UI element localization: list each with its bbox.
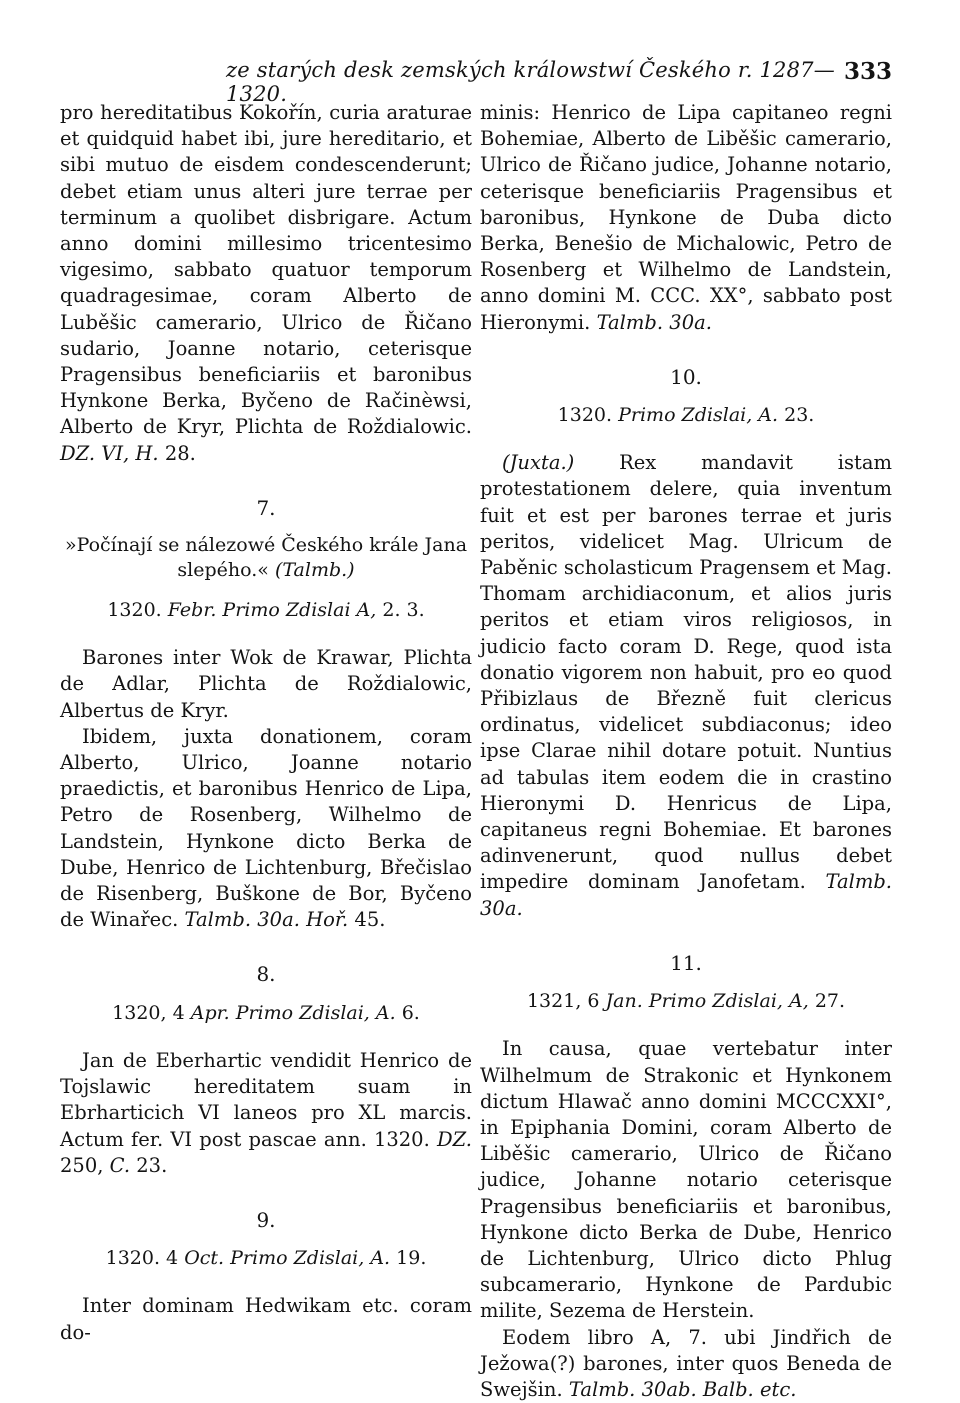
source-reference: DZ. VI, H. bbox=[60, 441, 159, 465]
entry-7-date: 1320. Febr. Primo Zdislai A, 2. 3. bbox=[107, 599, 425, 622]
entry-number-11: 11. bbox=[670, 950, 702, 975]
entry-11-paragraph-1: In causa, quae vertebatur inter Wilhelmum de Strakonic et Hynkonem dictum Hlawač anno domini MCCCXXI°, in Epiphania Domini, coram Alberto de Liběšic camerario, Ulrico de Řičano judice, Johanne notario ceterisque Pragensibus beneficiariis et baronibus, Hynkone dicto Berka de Dube, Henrico de Lichtenburg, Ulrico dicto Phlug subcamerario, Hynkone de Pardubic milite, Sezema de Herstein. bbox=[480, 1037, 892, 1323]
entry-7-paragraph-2: Ibidem, juxta donationem, coram Alberto, Ulrico, Joanne notario praedictis, et baronibus Henrico de Lipa, Petro de Rosenberg, Wilhelmo de Landstein, Hynkone dicto Berka de Dube, Henrico de Lichtenburg, Břečislao de Risenberg, Buškone de Bor, Byčeno de Winařec. Talmb. 30a. Hoř. 45. bbox=[60, 724, 472, 932]
page-number: 333 bbox=[843, 58, 892, 85]
entry-11-date: 1321, 6 Jan. Primo Zdislai, A, 27. bbox=[526, 990, 846, 1013]
entry-9-continuation: minis: Henrico de Lipa capitaneo regni Bohemiae, Alberto de Liběšic camerario, Ulrico de Řičano judice, Johanne notario, ceterisque beneficiariis Pragensibus et baronibus, Hynkone de Duba dicto Berka, Benešio de Michalowic, Petro de Rosenberg et Wilhelmo de Landstein, anno domini M. CCC. XX°, sabbato post Hieronymi. Talmb. 30a. bbox=[480, 101, 892, 334]
entry-10-paragraph: (Juxta.) Rex mandavit istam protestationem delere, quia inventum fuit et est per barones terrae et juris peritos, videlicet Mag. Ulricum de Paběnic scholasticum Pragensem et Mag. Thomam archidiaconum, et alios juris peritos et etiam viros religiosos, in judicio facto coram D. Rege, quod ista donatio vigorem non habuit, pro eo quod Přibizlaus de Březně fuit clericus ordinatus, videlicet subdiaconus; ideo ipse Clarae nihil dotare potuit. Nuntius ad tabulas item eodem die in crastino Hieronymi D. Henricus de Lipa, capitaneus regni Bohemiae. Et barones adinvenerunt, quod nullus debet impedire dominam Janofetam. Talmb. 30a. bbox=[480, 451, 893, 920]
entry-8-paragraph: Jan de Eberhartic vendidit Henrico de Tojslawic hereditatem suam in Ebrharticich VI laneos pro XL marcis. Actum fer. VI post pascae ann. 1320. DZ. 250, C. 23. bbox=[60, 1048, 472, 1177]
entry-number-8: 8. bbox=[256, 962, 276, 987]
entry-7-heading: »Počínají se nálezowé Českého krále Jana slepého.« (Talmb.) bbox=[64, 534, 468, 582]
entry-number-7: 7. bbox=[256, 495, 276, 520]
entry-9-date: 1320. 4 Oct. Primo Zdislai, A. 19. bbox=[105, 1247, 427, 1270]
entry-8-date: 1320, 4 Apr. Primo Zdislai, A. 6. bbox=[112, 1001, 420, 1024]
continued-paragraph: pro hereditatibus Kokořín, curia araturae et quidquid habet ibi, jure hereditario, et sibi mutuo de eisdem condescenderunt; debet etiam unus alteri jure terrae per terminum a quolibet disbrigare. Actum anno domini millesimo tricentesimo vigesimo, sabbato quatuor temporum quadragesimae, coram Alberto de Luběšic camerario, Ulrico de Řičano sudario, Joanne notario, ceterisque Pragensibus beneficiariis et baronibus Hynkone Berka, Byčeno de Račinèwsi, Alberto de Kryr, Plichta de Roždialowic. DZ. VI, H. 28. bbox=[60, 101, 472, 465]
entry-10-date: 1320. Primo Zdislai, A. 23. bbox=[557, 404, 815, 427]
left-column bbox=[60, 100, 472, 1346]
page-header bbox=[60, 58, 892, 106]
entry-11-paragraph-2: Eodem libro A, 7. ubi Jindřich de Ježowa(?) barones, inter quos Beneda de Swejšin. Talmb. 30ab. Balb. etc. bbox=[480, 1325, 892, 1401]
right-column bbox=[480, 100, 892, 1403]
entry-7-paragraph-1: Barones inter Wok de Krawar, Plichta de Adlar, Plichta de Roždialowic, Albertus de Kryr. bbox=[60, 646, 472, 722]
entry-number-10: 10. bbox=[670, 364, 702, 389]
entry-9-paragraph: Inter dominam Hedwikam etc. coram do- bbox=[60, 1294, 472, 1344]
running-title: ze starých desk zemských králowstwí Českého r. 1287—1320. bbox=[226, 58, 835, 106]
entry-number-9: 9. bbox=[256, 1207, 276, 1232]
